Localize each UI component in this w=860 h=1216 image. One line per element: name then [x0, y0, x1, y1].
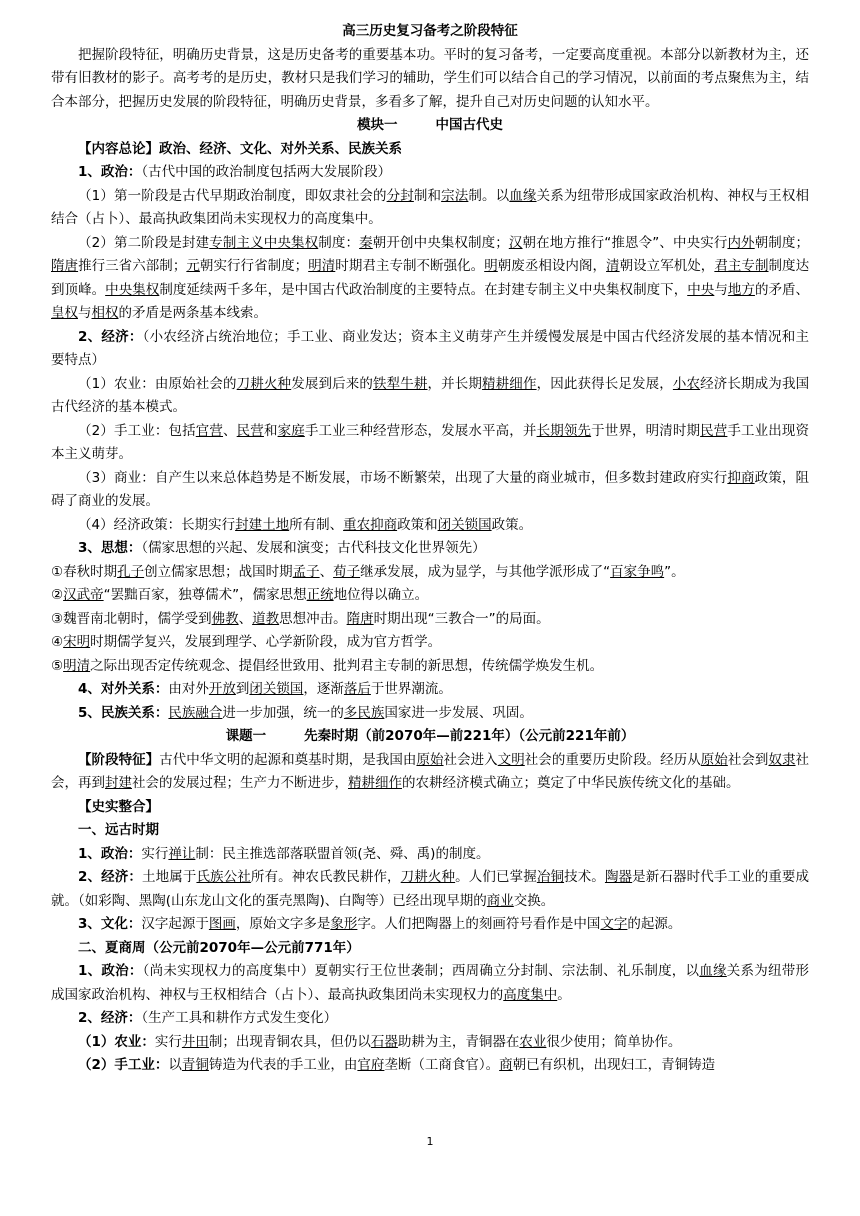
overview-heading: 【内容总论】政治、经济、文化、对外关系、民族关系 [78, 140, 402, 157]
thought-item-5: ⑤明清之际出现否定传统观念、提倡经世致用、批判君主专制的新思想，传统儒学焕发生机。 [51, 657, 604, 674]
ancient-economy: 2、经济：土地属于氏族公社所有。神农氏教民耕作，刀耕火种。人们已掌握冶铜技术。陶器是新石器时代手工业的重要成就。（如彩陶、黑陶(山东龙山文化的蛋壳黑陶)、白陶等）已经出现早期的商业交换。 [51, 869, 810, 909]
xia-economy-heading: 2、经济：（生产工具和耕作方式发生变化） [78, 1010, 338, 1026]
foreign-relations: 4、对外关系：由对外开放到闭关锁国，逐渐落后于世界潮流。 [78, 681, 452, 697]
xia-politics: 1、政治：（尚未实现权力的高度集中）夏朝实行王位世袭制；西周确立分封制、宗法制、礼乐制度，以血缘关系为纽带形成国家政治机构、神权与王权相结合（占卜）、最高执政集团尚未实现权力的高度集中。 [51, 963, 810, 1003]
ancient-period-heading: 一、远古时期 [78, 822, 159, 838]
thought-item-4: ④宋明时期儒学复兴，发展到理学、心学新阶段，成为官方哲学。 [51, 634, 442, 650]
xia-agriculture: （1）农业：实行井田制；出现青铜农具，但仍以石器助耕为主，青铜器在农业很少使用；简单协作。 [78, 1033, 682, 1050]
facts-heading: 【史实整合】 [78, 798, 159, 815]
politics-paragraph-1: （1）第一阶段是古代早期政治制度，即奴隶社会的分封制和宗法制。以血缘关系为纽带形成国家政治机构、神权与王权相结合（占卜）、最高执政集团尚未实现权力的高度集中。 [51, 187, 810, 227]
ethnic-relations: 5、民族关系：民族融合进一步加强，统一的多民族国家进一步发展、巩固。 [78, 704, 533, 721]
document-title: 高三历史复习备考之阶段特征 [342, 23, 518, 39]
thought-item-2: ②汉武帝“罢黜百家，独尊儒术”，儒家思想正统地位得以确立。 [51, 587, 429, 603]
module-name: 中国古代史 [435, 117, 503, 133]
ancient-culture: 3、文化：汉字起源于图画，原始文字多是象形字。人们把陶器上的刻画符号看作是中国文字的起源。 [78, 916, 682, 932]
lesson-heading [51, 725, 809, 749]
ancient-politics: 1、政治：实行禅让制：民主推选部落联盟首领(尧、舜、禹)的制度。 [78, 845, 490, 862]
politics-heading: 1、政治：（古代中国的政治制度包括两大发展阶段） [78, 164, 392, 180]
economy-heading: 2、经济：（小农经济占统治地位；手工业、商业发达；资本主义萌芽产生并缓慢发展是中国古代经济发展的基本情况和主要特点） [51, 328, 809, 368]
thought-item-1: ①春秋时期孔子创立儒家思想；战国时期孟子、荀子继承发展，成为显学，与其他学派形成了“百家争鸣”。 [51, 563, 685, 580]
economy-paragraph-2: （2）手工业：包括官营、民营和家庭手工业三种经营形态，发展水平高，并长期领先于世界，明清时期民营手工业出现资本主义萌芽。 [51, 422, 810, 462]
xia-shang-zhou-heading: 二、夏商周（公元前2070年—公元前771年） [78, 939, 360, 956]
thought-heading: 3、思想：（儒家思想的兴起、发展和演变；古代科技文化世界领先） [78, 540, 486, 556]
module-label: 模块一 [357, 117, 398, 133]
economy-paragraph-4: （4）经济政策：长期实行封建土地所有制、重农抑商政策和闭关锁国政策。 [78, 516, 533, 533]
page-number: 1 [426, 1135, 434, 1148]
thought-item-3: ③魏晋南北朝时，儒学受到佛教、道教思想冲击。隋唐时期出现“三教合一”的局面。 [51, 610, 550, 627]
module-heading [51, 114, 809, 138]
economy-paragraph-3: （3）商业：自产生以来总体趋势是不断发展，市场不断繁荣，出现了大量的商业城市，但多数封建政府实行抑商政策，阻碍了商业的发展。 [51, 469, 810, 509]
lesson-label: 课题一 [225, 728, 267, 744]
intro-paragraph: 把握阶段特征，明确历史背景，这是历史备考的重要基本功。平时的复习备考，一定要高度重视。本部分以新教材为主，还带有旧教材的影子。高考考的是历史，教材只是我们学习的辅助，学生们可以结合自己的学习情况，以前面的考点聚焦为主，结合本部分，把握历史发展的阶段特征，明确历史背景，多看多了解，提升自己对历史问题的认知水平。 [51, 46, 809, 110]
stage-features: 【阶段特征】古代中华文明的起源和奠基时期，是我国由原始社会进入文明社会的重要历史阶段。经历从原始社会到奴隶社会，再到封建社会的发展过程；生产力不断进步，精耕细作的农耕经济模式确立；奠定了中华民族传统文化的基础。 [51, 751, 810, 791]
economy-paragraph-1: （1）农业：由原始社会的刀耕火种发展到后来的铁犁牛耕，并长期精耕细作，因此获得长足发展，小农经济长期成为我国古代经济的基本模式。 [51, 375, 810, 415]
xia-handicraft: （2）手工业：以青铜铸造为代表的手工业，由官府垄断（工商食官）。商朝已有织机，出现妇工，青铜铸造 [78, 1057, 716, 1073]
lesson-name: 先秦时期（前2070年—前221年）（公元前221年前） [304, 728, 635, 744]
politics-paragraph-2: （2）第二阶段是封建专制主义中央集权制度：秦朝开创中央集权制度；汉朝在地方推行“推恩令”、中央实行内外朝制度；隋唐推行三省六部制；元朝实行行省制度；明清时期君主专制不断强化。明朝废丞相设内阁，清朝设立军机处，君主专制制度达到顶峰。中央集权制度延续两千多年，是中国古代政治制度的主要特点。在封建专制主义中央集权制度下，中央与地方的矛盾、皇权与相权的矛盾是两条基本线索。 [51, 234, 810, 321]
